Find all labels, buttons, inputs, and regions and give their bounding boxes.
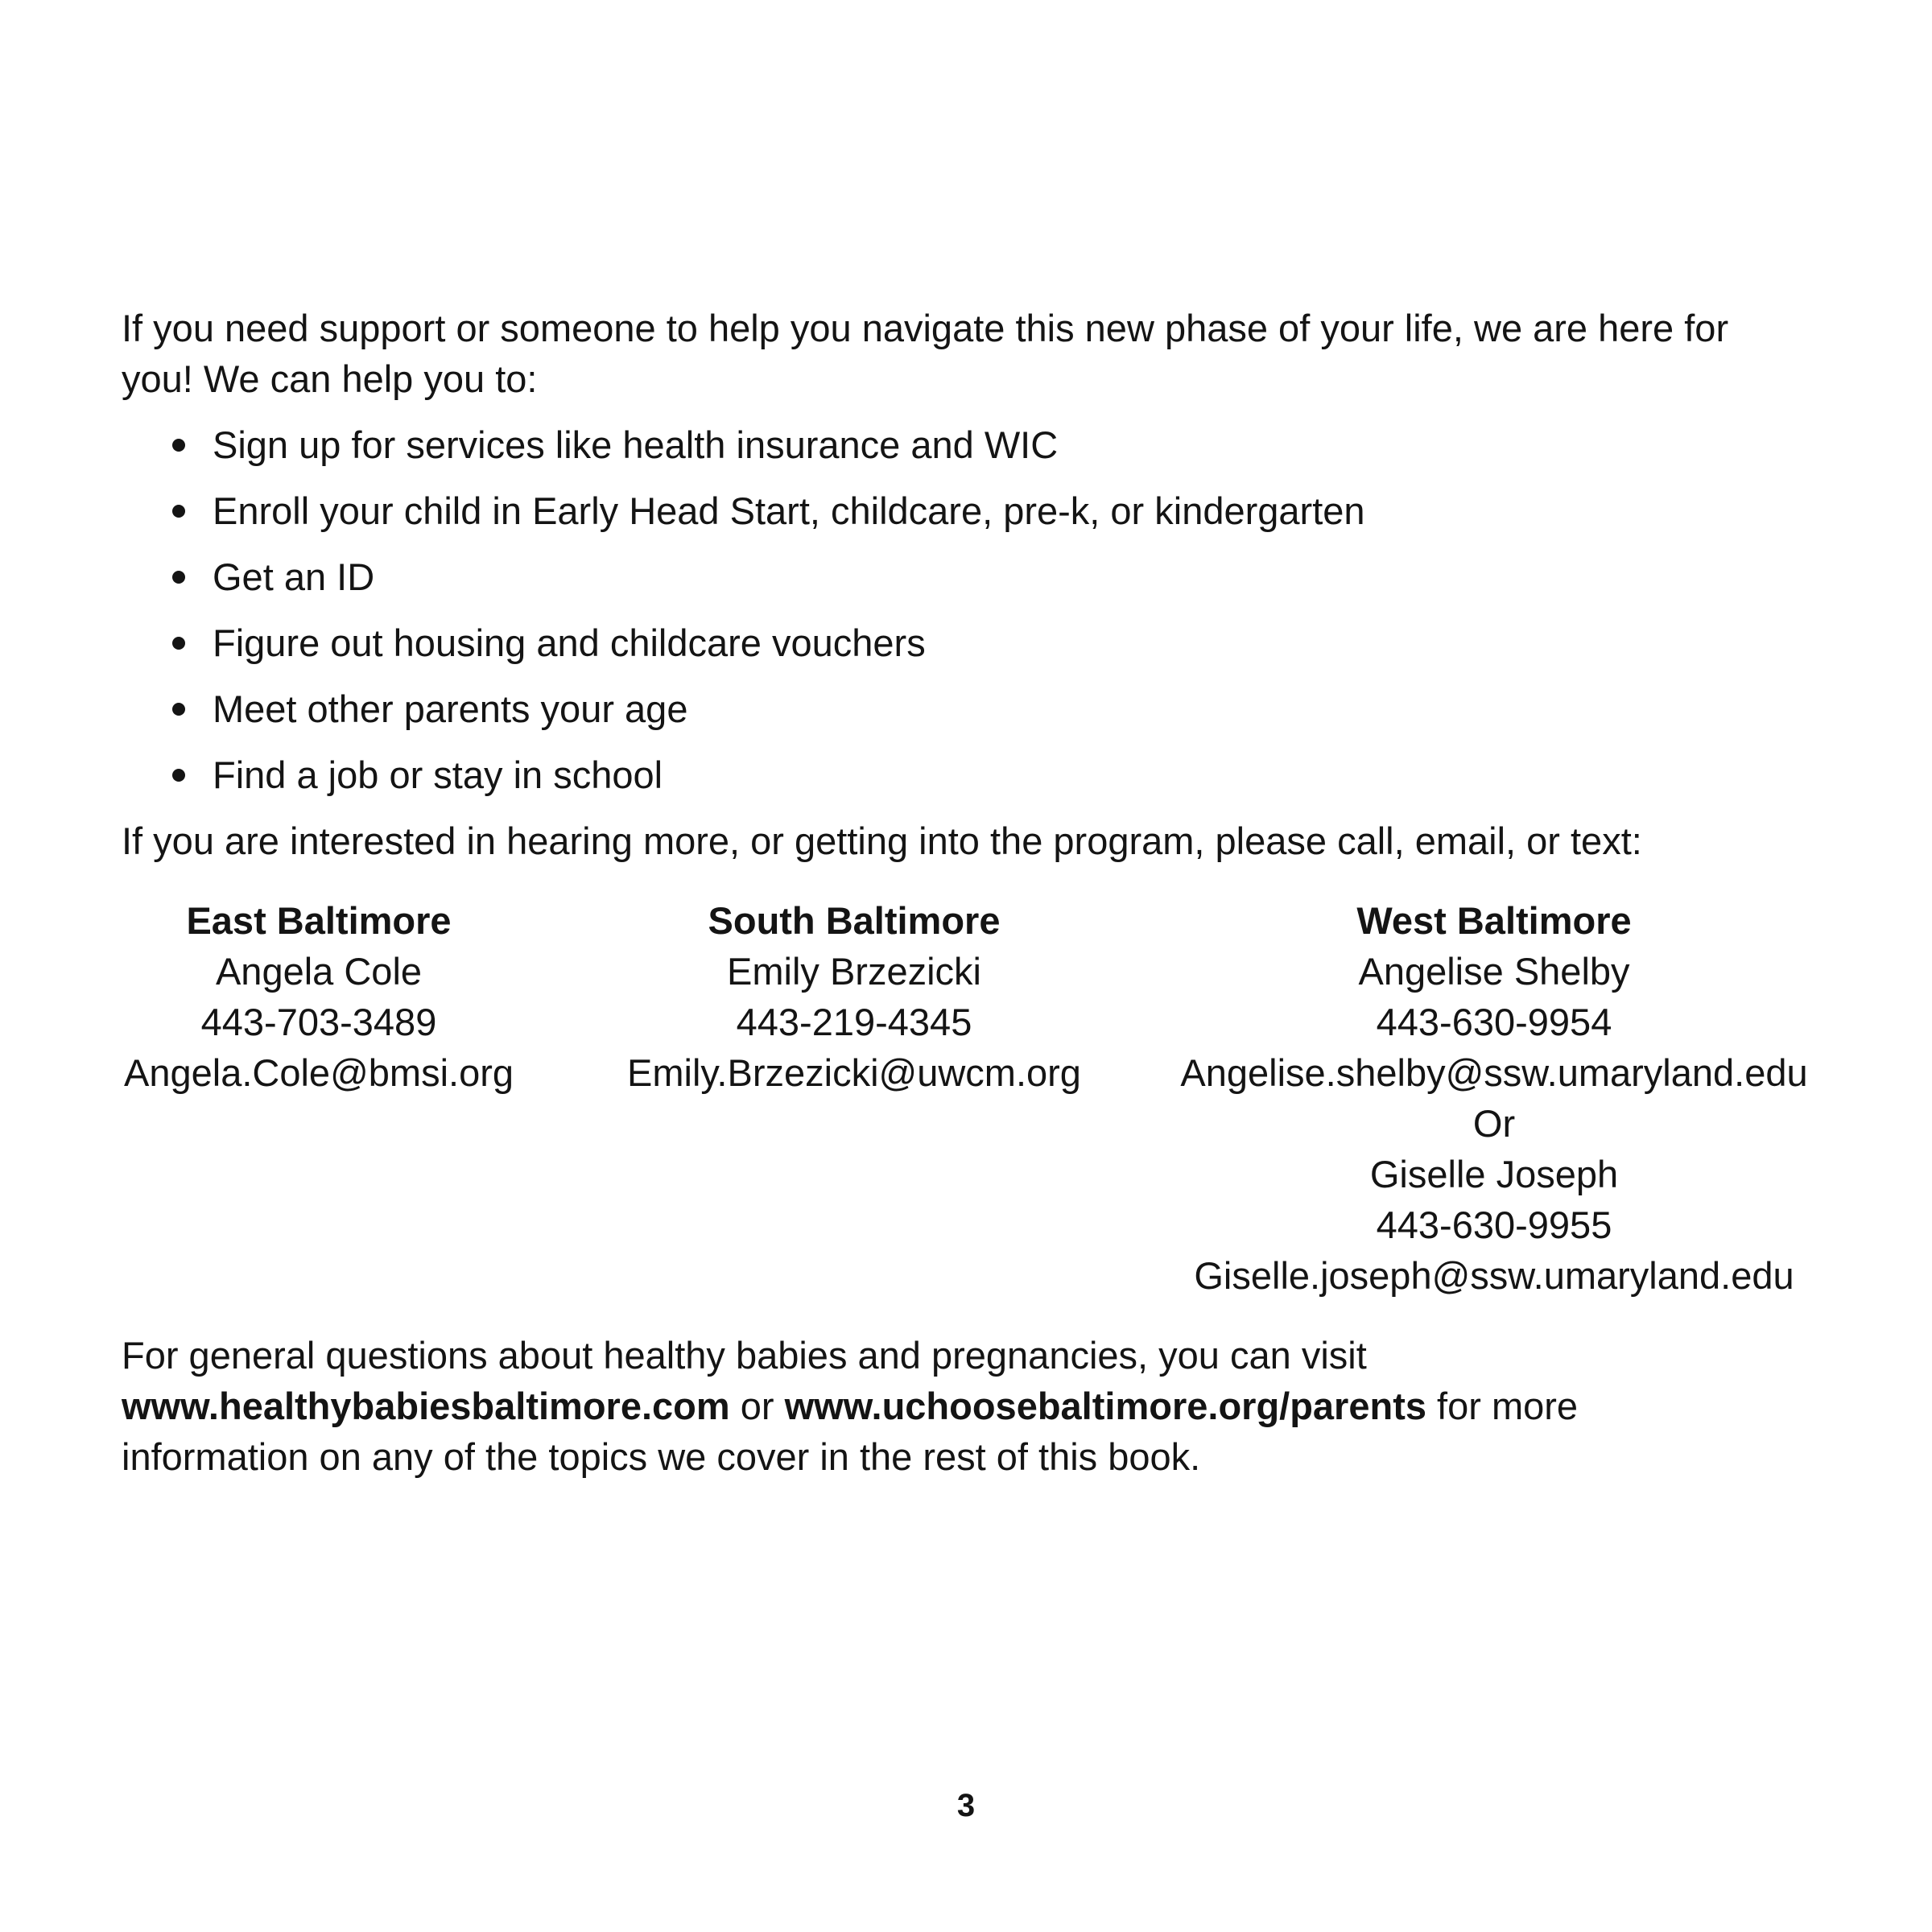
intro-line-2: you! We can help you to: <box>122 357 538 400</box>
help-list <box>122 419 1828 800</box>
uchoose-link: www.uchoosebaltimore.org/parents <box>784 1385 1426 1427</box>
closing-text-3: information on any of the topics we cover in the rest of this book. <box>122 1435 1201 1478</box>
contact-prompt: If you are interested in hearing more, or getting into the program, please call, email, or text: <box>122 819 1642 862</box>
region-heading: East Baltimore <box>186 899 452 942</box>
list-item <box>122 485 1828 536</box>
contact-alt-name: Giselle Joseph <box>1369 1153 1619 1195</box>
closing-text-2: for more <box>1426 1385 1579 1427</box>
closing-or: or <box>729 1385 785 1427</box>
page-content <box>122 303 1828 1482</box>
list-item <box>122 617 1828 668</box>
bullet-icon <box>172 439 185 452</box>
region-heading: South Baltimore <box>708 899 1001 942</box>
contact-email: Emily.Brzezicki@uwcm.org <box>627 1051 1081 1094</box>
bullet-icon <box>172 505 185 518</box>
list-item <box>122 683 1828 734</box>
contact-phone: 443-703-3489 <box>200 1001 437 1043</box>
contact-name: Emily Brzezicki <box>727 950 981 993</box>
contact-email: Angela.Cole@bmsi.org <box>124 1051 514 1094</box>
contacts-section <box>122 895 1828 1301</box>
intro-line-1: If you need support or someone to help you navigate this new phase of your life, we are here for <box>122 307 1729 349</box>
list-item <box>122 419 1828 470</box>
contact-column-east <box>122 895 516 1098</box>
contact-alt-phone: 443-630-9955 <box>1376 1203 1612 1246</box>
contact-name: Angelise Shelby <box>1358 950 1630 993</box>
contact-column-west <box>1168 895 1820 1301</box>
contact-phone: 443-219-4345 <box>736 1001 972 1043</box>
contact-alt-email: Giselle.joseph@ssw.umaryland.edu <box>1194 1254 1794 1297</box>
bullet-icon <box>172 571 185 584</box>
list-item-text: Meet other parents your age <box>213 687 688 730</box>
intro-paragraph <box>122 303 1828 404</box>
contact-column-south <box>617 895 1092 1098</box>
bullet-icon <box>172 769 185 782</box>
list-item-text: Sign up for services like health insurance and WIC <box>213 423 1059 466</box>
list-item-text: Find a job or stay in school <box>213 753 663 796</box>
contact-phone: 443-630-9954 <box>1376 1001 1612 1043</box>
list-item <box>122 749 1828 800</box>
list-item-text: Enroll your child in Early Head Start, childcare, pre-k, or kindergarten <box>213 489 1365 532</box>
bullet-icon <box>172 637 185 650</box>
contact-name: Angela Cole <box>215 950 423 993</box>
closing-text-1: For general questions about healthy babies and pregnancies, you can visit <box>122 1334 1367 1377</box>
list-item-text: Figure out housing and childcare vouchers <box>213 621 926 664</box>
healthy-babies-link: www.healthybabiesbaltimore.com <box>122 1385 730 1427</box>
region-heading: West Baltimore <box>1356 899 1632 942</box>
list-item <box>122 551 1828 602</box>
contact-email: Angelise.shelby@ssw.umaryland.edu <box>1180 1051 1808 1094</box>
page-number: 3 <box>956 1788 976 1823</box>
list-item-text: Get an ID <box>213 555 375 598</box>
closing-paragraph <box>122 1330 1828 1482</box>
bullet-icon <box>172 703 185 716</box>
or-separator: Or <box>1472 1102 1516 1145</box>
